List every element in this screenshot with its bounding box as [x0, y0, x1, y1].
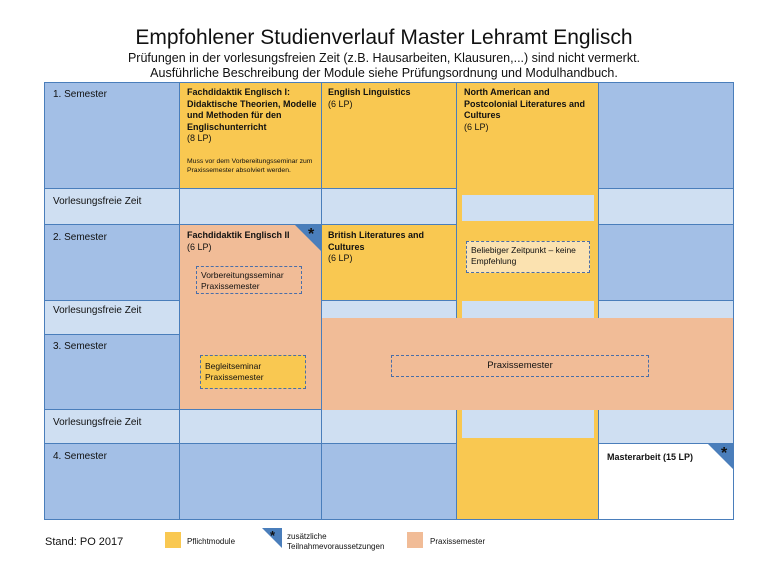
brit-lp: (6 LP) — [328, 253, 353, 263]
cell-free-3-col4 — [599, 410, 734, 444]
legend-zusatz-label: zusätzliche Teilnahmevoraussetzungen — [287, 532, 385, 551]
label-free-2: Vorlesungsfreie Zeit — [53, 305, 142, 316]
label-free-1: Vorlesungsfreie Zeit — [53, 196, 142, 207]
napc-lp: (6 LP) — [464, 121, 489, 132]
fd2-name: Fachdidaktik Englisch II — [187, 230, 290, 240]
cell-sem4-col2 — [322, 444, 457, 520]
label-semester-2: 2. Semester — [53, 232, 107, 243]
fd1-name: Fachdidaktik Englisch I: Didaktische Theorien, Modelle und Methoden für den Englischunterricht — [187, 87, 317, 132]
cell-sem1-col4 — [599, 83, 734, 189]
legend-praxis-label: Praxissemester — [430, 537, 486, 546]
legend-pflicht-label: Pflichtmodule — [187, 537, 236, 546]
label-semester-4: 4. Semester — [53, 451, 107, 462]
legend-swatch-pflicht — [165, 532, 181, 548]
asterisk-icon: * — [308, 226, 315, 243]
fd2-text — [187, 230, 307, 253]
napc-name: North American and Postcolonial Literatures and Cultures — [464, 87, 586, 120]
version-stand: Stand: PO 2017 — [45, 536, 124, 548]
study-plan-grid — [44, 82, 734, 520]
cell-free-1-col2 — [322, 189, 457, 225]
vorbereitungsseminar-box: Vorbereitungsseminar Praxissemester — [196, 266, 302, 294]
cell-free-1-col1 — [180, 189, 322, 225]
cell-sem4-col1 — [180, 444, 322, 520]
fd1-text — [187, 87, 319, 145]
napc-text — [464, 87, 596, 133]
brit-text — [328, 230, 453, 265]
label-free-3: Vorlesungsfreie Zeit — [53, 417, 142, 428]
subtitle-line-1: Prüfungen in der vorlesungsfreien Zeit (z.B. Hausarbeiten, Klausuren,...) sind nicht vermerkt. — [127, 51, 641, 65]
ling-lp: (6 LP) — [328, 98, 353, 109]
ling-name: English Linguistics — [328, 87, 411, 97]
asterisk-icon: * — [721, 445, 728, 462]
fd1-note: Muss vor dem Vorbereitungsseminar zum Praxissemester absolviert werden. — [187, 158, 313, 174]
subtitle-line-2: Ausführliche Beschreibung der Module siehe Prüfungsordnung und Modulhandbuch. — [150, 66, 618, 80]
fd1-lp: (8 LP) — [187, 133, 212, 143]
begleitseminar-box: Begleitseminar Praxissemester — [200, 355, 306, 389]
free-slot-1-col3 — [462, 195, 594, 221]
row-free-1 — [45, 189, 180, 225]
master-name: Masterarbeit (15 LP) — [607, 452, 694, 462]
free-slot-3-col3 — [462, 410, 594, 438]
praxissemester-box: Praxissemester — [391, 355, 649, 377]
legend-swatch-zusatz — [262, 528, 282, 548]
legend-swatch-praxis — [407, 532, 423, 548]
beliebiger-zeitpunkt-box: Beliebiger Zeitpunkt – keine Empfehlung — [466, 241, 590, 273]
cell-free-3-col2 — [322, 410, 457, 444]
label-semester-1: 1. Semester — [53, 89, 107, 100]
cell-free-3-col1 — [180, 410, 322, 444]
asterisk-icon: * — [270, 528, 276, 543]
cell-sem2-col4 — [599, 225, 734, 301]
fd2-lp: (6 LP) — [187, 241, 212, 252]
brit-name: British Literatures and Cultures — [328, 230, 425, 252]
ling-text — [328, 87, 453, 110]
label-semester-3: 3. Semester — [53, 341, 107, 352]
cell-free-1-col4 — [599, 189, 734, 225]
page-title: Empfohlener Studienverlauf Master Lehramt Englisch — [135, 26, 633, 49]
